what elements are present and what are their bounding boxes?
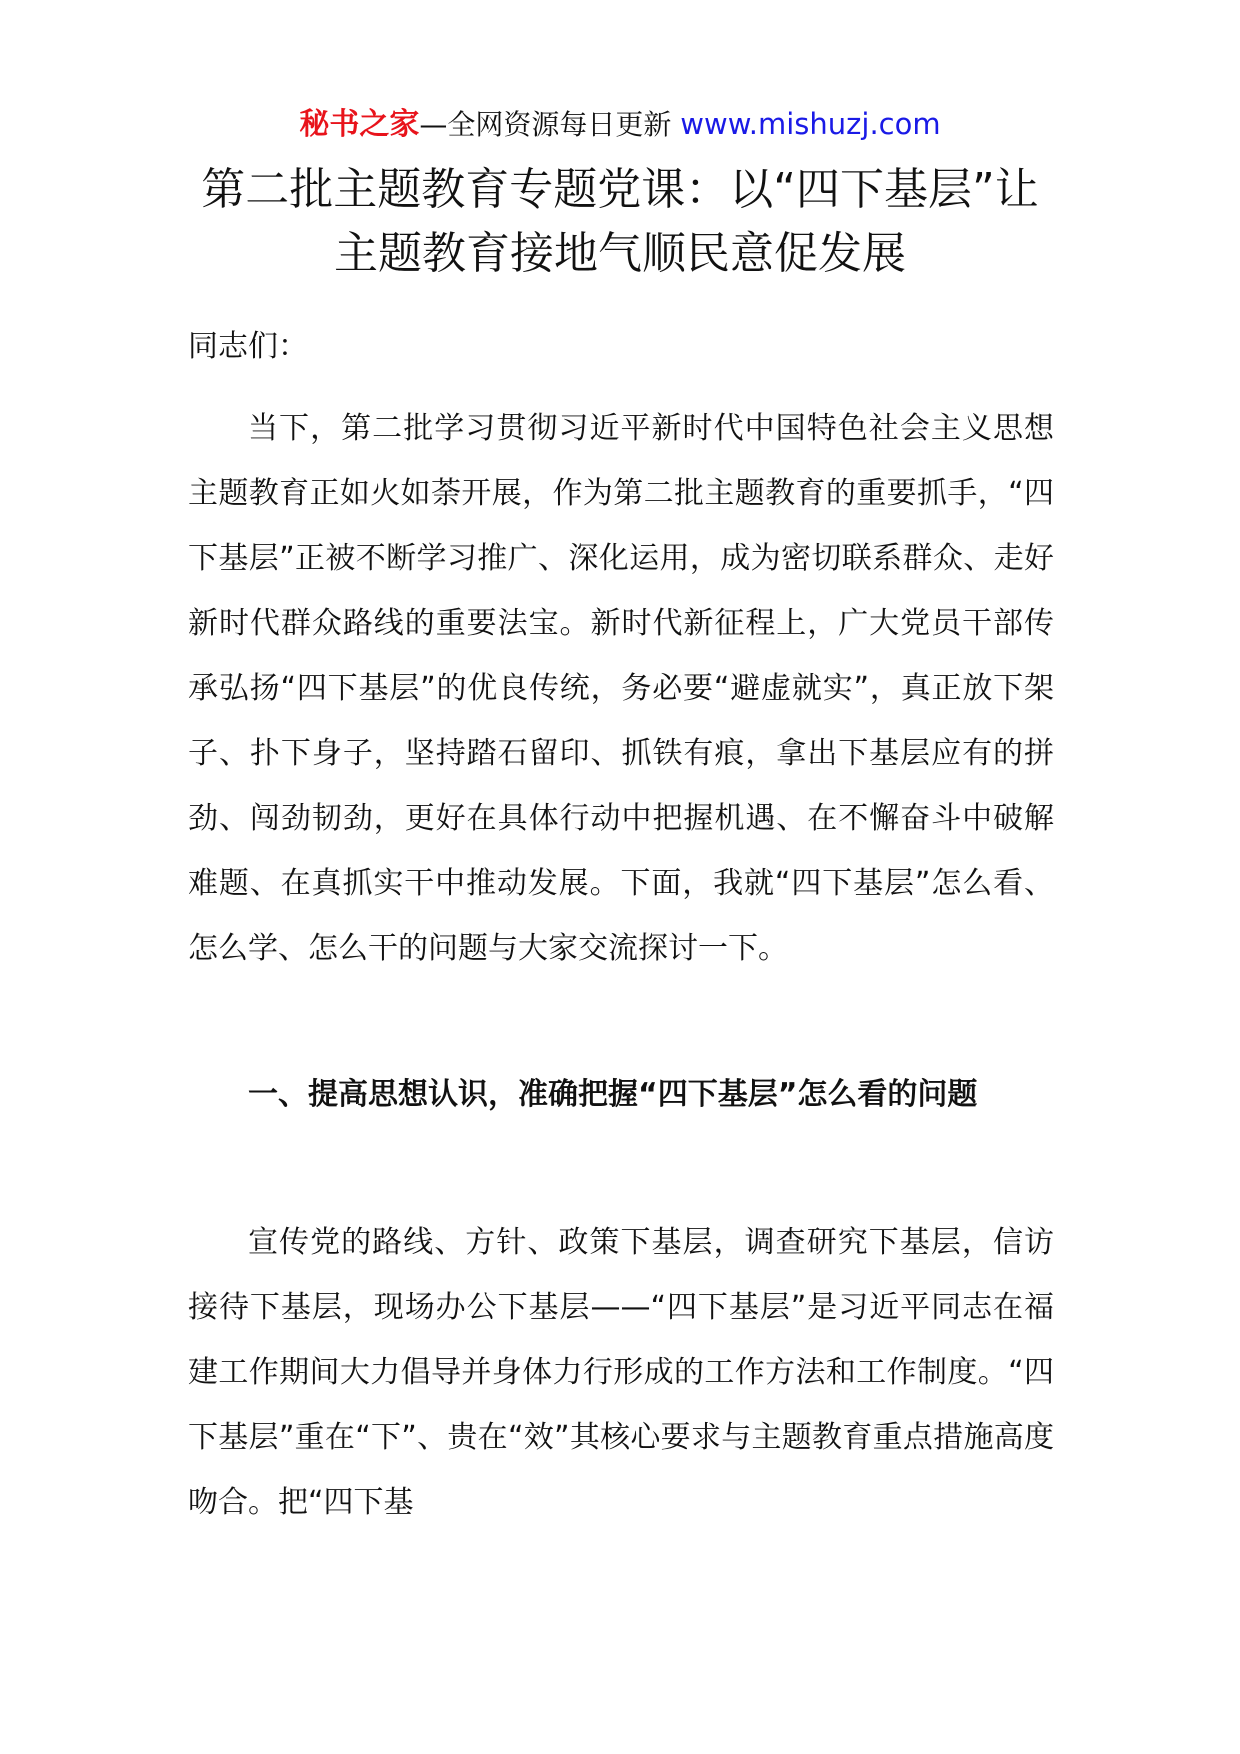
site-header (0, 100, 1240, 149)
section-heading: 一、提高思想认识，准确把握“四下基层”怎么看的问题 (248, 1077, 978, 1112)
header-tagline: —全网资源每日更新 (419, 108, 681, 141)
document-title: 第二批主题教育专题党课：以“四下基层”让主题教育接地气顺民意促发展 (201, 164, 1039, 279)
salutation: 同志们： (188, 329, 308, 364)
body-paragraph: 宣传党的路线、方针、政策下基层，调查研究下基层，信访接待下基层，现场办公下基层——“四下基层”是习近平同志在福建工作期间大力倡导并身体力行形成的工作方法和工作制度。“四下基层”重在“下”、贵在“效”其核心要求与主题教育重点措施高度吻合。把“四下基 (188, 1225, 1054, 1520)
site-url-link[interactable]: www.mishuzj.com (680, 107, 941, 141)
brand-name: 秘书之家 (299, 107, 420, 142)
body-paragraph: 当下，第二批学习贯彻习近平新时代中国特色社会主义思想主题教育正如火如荼开展，作为第二批主题教育的重要抓手，“四下基层”正被不断学习推广、深化运用，成为密切联系群众、走好新时代群众路线的重要法宝。新时代新征程上，广大党员干部传承弘扬“四下基层”的优良传统，务必要“避虚就实”，真正放下架子、扑下身子，坚持踏石留印、抓铁有痕，拿出下基层应有的拼劲、闯劲韧劲，更好在具体行动中把握机遇、在不懈奋斗中破解难题、在真抓实干中推动发展。下面，我就“四下基层”怎么看、怎么学、怎么干的问题与大家交流探讨一下。 (188, 411, 1054, 966)
